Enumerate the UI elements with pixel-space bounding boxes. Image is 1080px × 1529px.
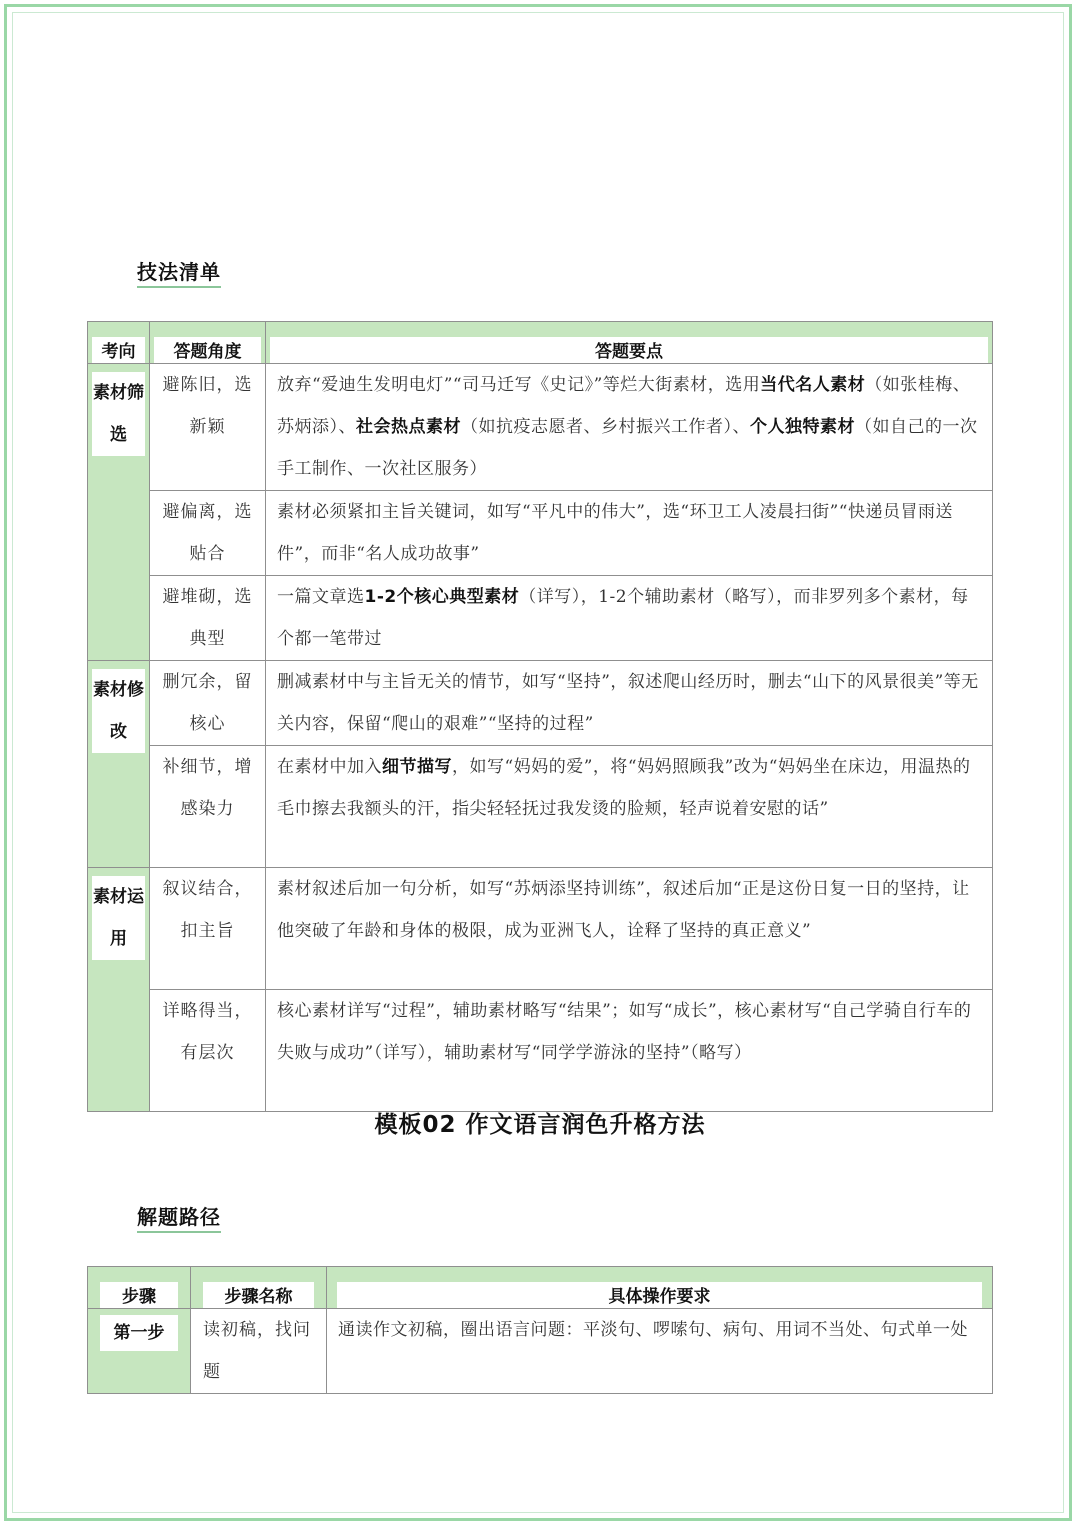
category-label: 素材运用: [92, 876, 145, 960]
text-run: 素材必须紧扣主旨关键词，如写“平凡中的伟大”，选“环卫工人凌晨扫街”“快递员冒雨送件”，而非“名人成功故事”: [277, 502, 953, 564]
key-point-cell: [266, 868, 993, 990]
angle-cell: 删冗余，留核心: [150, 661, 266, 746]
steps-table: [87, 1266, 993, 1394]
table-row: [88, 576, 993, 661]
section-heading-techniques: 技法清单: [137, 256, 221, 288]
header-cell: [88, 322, 150, 364]
text-run: 素材叙述后加一句分析，如写“苏炳添坚持训练”，叙述后加“正是这份日复一日的坚持，让他突破了年龄和身体的极限，成为亚洲飞人，诠释了坚持的真正意义”: [277, 879, 970, 941]
key-point-cell: [266, 990, 993, 1112]
header-angle: 答题角度: [154, 337, 261, 363]
text-run: 放弃“爱迪生发明电灯”“司马迁写《史记》”等烂大街素材，选用: [277, 375, 761, 395]
bold-emphasis: 1-2个核心典型素材: [364, 587, 520, 607]
table-row: [88, 990, 993, 1112]
text-run: （如抗疫志愿者、乡村振兴工作者）、: [461, 417, 750, 437]
section-heading-solution-path: 解题路径: [137, 1201, 221, 1233]
key-point-cell: [266, 661, 993, 746]
table-row: [88, 746, 993, 868]
text-run: ，如写“妈妈的爱”，将“妈妈照顾我”改为“妈妈坐在床边，用温热的毛巾擦去我额头的汗，指尖轻轻抚过我发烫的脸颊，轻声说着安慰的话”: [277, 757, 971, 819]
techniques-table: [87, 321, 993, 1112]
text-run: 在素材中加入: [277, 757, 382, 777]
text-run: （详写），1-2个辅助素材（略写），而非罗列多个素材，每个都一笔带过: [277, 587, 969, 649]
angle-cell: 详略得当，有层次: [150, 990, 266, 1112]
key-point-cell: [266, 576, 993, 661]
table-row: [88, 491, 993, 576]
angle-cell: 避陈旧，选新颖: [150, 364, 266, 491]
category-label: 素材筛选: [92, 372, 145, 456]
table-row: [88, 661, 993, 746]
text-run: （如自己的一次手工制作、一次社区服务）: [277, 417, 978, 479]
bold-emphasis: 社会热点素材: [356, 417, 461, 437]
key-point-cell: [266, 364, 993, 491]
step-cell: [88, 1309, 191, 1394]
step-name-cell: 读初稿，找问题: [191, 1309, 327, 1394]
step-label: 第一步: [100, 1315, 178, 1351]
table-header-row: [88, 1267, 993, 1309]
text-run: 一篇文章选: [277, 587, 365, 607]
key-point-cell: [266, 746, 993, 868]
category-cell: [88, 364, 150, 661]
template-title: 模板02 作文语言润色升格方法: [374, 1112, 706, 1138]
text-run: （如张桂梅、苏炳添）、: [277, 375, 971, 437]
header-step: 步骤: [100, 1282, 178, 1308]
header-direction: 考向: [92, 337, 145, 363]
table-row: [88, 1309, 993, 1394]
key-point-cell: [266, 491, 993, 576]
table-row: [88, 364, 993, 491]
header-cell: [150, 322, 266, 364]
header-cell: [191, 1267, 327, 1309]
category-label: 素材修改: [92, 669, 145, 753]
header-cell: [88, 1267, 191, 1309]
text-run: 核心素材详写“过程”，辅助素材略写“结果”；如写“成长”，核心素材写“自己学骑自行车的失败与成功”（详写），辅助素材写“同学学游泳的坚持”（略写）: [277, 1001, 972, 1063]
category-cell: [88, 661, 150, 868]
bold-emphasis: 个人独特素材: [750, 417, 855, 437]
bold-emphasis: 当代名人素材: [760, 375, 866, 395]
bold-emphasis: 细节描写: [382, 757, 452, 777]
header-cell: [266, 322, 993, 364]
angle-cell: 避堆砌，选典型: [150, 576, 266, 661]
header-cell: [327, 1267, 993, 1309]
angle-cell: 避偏离，选贴合: [150, 491, 266, 576]
angle-cell: 叙议结合，扣主旨: [150, 868, 266, 990]
angle-cell: 补细节，增感染力: [150, 746, 266, 868]
header-step-name: 步骤名称: [203, 1282, 314, 1308]
header-key-points: 答题要点: [270, 337, 988, 363]
category-cell: [88, 868, 150, 1112]
table-row: [88, 868, 993, 990]
table-header-row: [88, 322, 993, 364]
header-requirements: 具体操作要求: [337, 1282, 982, 1308]
requirement-cell: 通读作文初稿，圈出语言问题：平淡句、啰嗦句、病句、用词不当处、句式单一处: [327, 1309, 993, 1394]
text-run: 删减素材中与主旨无关的情节，如写“坚持”，叙述爬山经历时，删去“山下的风景很美”等无关内容，保留“爬山的艰难”“坚持的过程”: [277, 672, 979, 734]
